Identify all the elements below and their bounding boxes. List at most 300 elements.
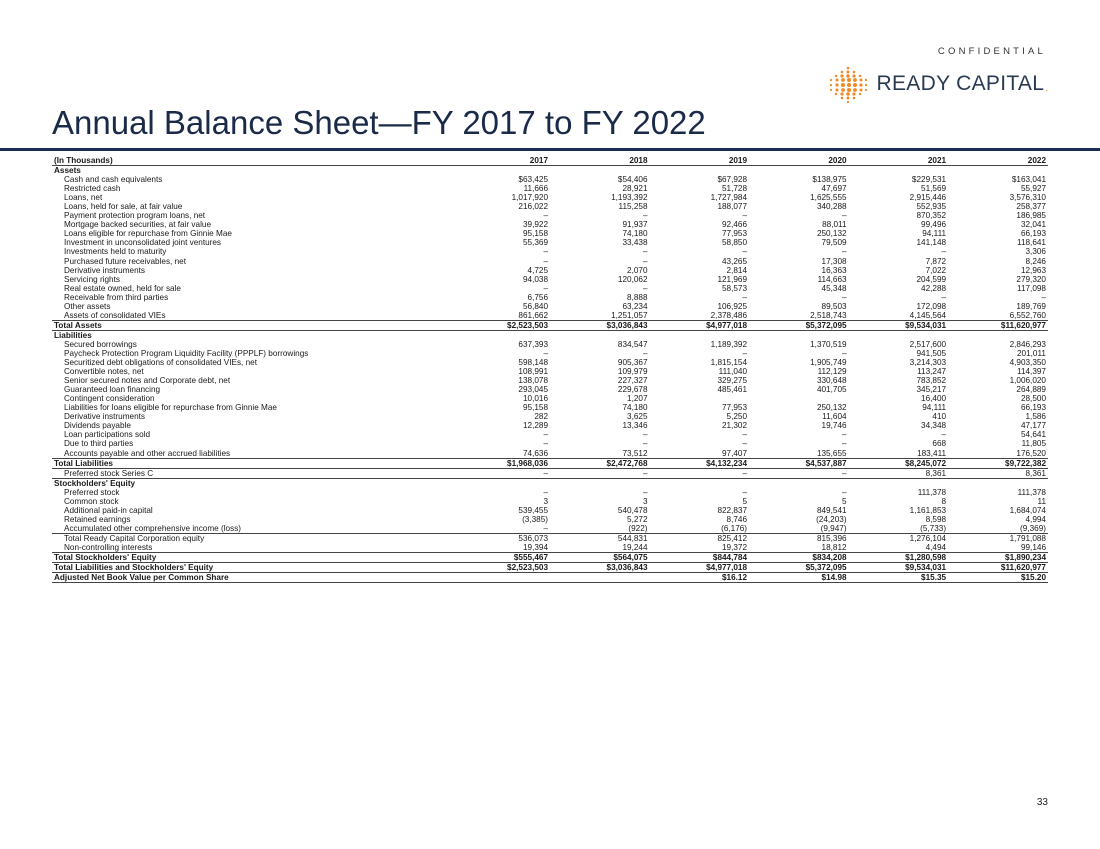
row-value: 8,746 [726,514,748,524]
row-value: – [543,468,549,478]
row-value: 3,306 [1025,247,1046,257]
row-value: – [642,439,648,449]
row-value: 1,161,853 [909,505,947,515]
row-value: 11,604 [822,412,847,422]
row-value: – [842,430,847,440]
table-row [52,175,1048,184]
row-value: 21,302 [722,421,748,431]
row-value: 401,705 [816,385,847,395]
year-header: 2021 [849,156,949,166]
row-value: 42,288 [921,283,947,293]
row-value: – [1041,292,1046,302]
table-row [52,340,1048,349]
row-value: 1,815,154 [710,358,748,368]
row-value: 1,193,392 [611,193,648,203]
row-label: Dividends payable [64,421,131,431]
row-value: 66,193 [1020,403,1046,413]
row-value: – [742,247,748,257]
row-value: – [742,430,748,440]
row-value: $844,784 [650,553,750,563]
table-row [52,302,1048,311]
row-value: 2,517,600 [909,339,947,349]
row-value: – [543,487,549,497]
section-header-row [52,330,1048,340]
row-value: $9,722,382 [948,458,1048,468]
row-value: 2,915,446 [909,193,947,203]
row-value: 8,246 [1025,256,1046,266]
row-value: 47,177 [1020,421,1046,431]
row-value: 4,494 [925,542,947,552]
row-value [849,478,949,488]
row-value [948,330,1048,340]
row-value: 2,518,743 [810,310,847,320]
balance-sheet-table [52,156,1048,583]
row-value: 1,586 [1025,412,1046,422]
row-value: $9,534,031 [849,563,949,573]
row-value: 108,991 [518,367,549,377]
row-value [550,166,650,176]
row-value: 5 [842,496,847,506]
row-label: Purchased future receivables, net [64,256,186,266]
table-body [52,166,1048,583]
row-value: 4,994 [1025,514,1046,524]
row-value: – [543,247,549,257]
row-value: 250,132 [816,229,847,239]
row-value: $15.35 [849,573,949,583]
table-row [52,293,1048,302]
row-value: – [941,292,947,302]
row-label: Assets [54,166,81,176]
row-value: 822,837 [717,505,748,515]
row-value: 32,041 [1020,220,1046,230]
row-value: – [742,292,748,302]
row-value: 4,725 [527,265,549,275]
row-value: 19,746 [821,421,847,431]
table-row [52,421,1048,430]
row-value: 5,250 [726,412,748,422]
row-value: – [842,348,847,358]
row-value: 539,455 [518,505,549,515]
row-value: 2,070 [627,265,648,275]
table-row [52,468,1048,478]
row-value: $67,928 [717,175,748,185]
row-value: – [742,348,748,358]
row-value: 55,927 [1020,184,1046,194]
row-value: 7,022 [925,265,947,275]
row-value: 1,625,555 [810,193,847,203]
row-value: $2,523,503 [451,320,551,330]
row-value: 79,509 [821,238,847,248]
row-label: Guaranteed loan financing [64,385,161,395]
logo-dot-grid-icon [827,65,869,103]
row-value: 849,541 [816,505,847,515]
row-value: 43,265 [722,256,748,266]
row-label: Preferred stock Series C [64,468,154,478]
table-header-row [52,156,1048,166]
row-value: 941,505 [916,348,947,358]
row-value: 5,272 [627,514,648,524]
row-value: 1,276,104 [849,533,949,543]
table-row [52,488,1048,497]
row-value: 120,062 [617,274,648,284]
row-value: 544,831 [550,533,650,543]
row-value: 114,663 [817,274,847,284]
table-row [52,311,1048,321]
row-value: 111,378 [917,487,947,497]
row-label: Retained earnings [64,514,131,524]
row-value: 47,697 [821,184,847,194]
row-label: Adjusted Net Book Value per Common Share [52,573,451,583]
row-label: Accumulated other comprehensive income (loss) [64,523,242,533]
row-value: – [742,439,748,449]
table-row [52,184,1048,193]
row-value: 113,247 [917,367,947,377]
row-value: 7,872 [925,256,947,266]
row-value: 94,111 [922,229,947,239]
row-value: 1,727,984 [710,193,748,203]
row-value [451,166,551,176]
table-row [52,284,1048,293]
row-value: 870,352 [916,211,947,221]
row-label: Due to third parties [64,439,134,449]
row-value: $1,890,234 [948,553,1048,563]
ready-capital-logo [827,65,1048,103]
row-value: – [842,439,847,449]
row-value: – [642,348,648,358]
table-row [52,238,1048,247]
table-row [52,275,1048,284]
row-value: 188,077 [717,202,748,212]
row-value: 5 [742,496,748,506]
row-value: (6,176) [721,523,748,533]
row-value: 34,348 [921,421,947,431]
row-value: 186,985 [1016,211,1046,221]
row-value: $3,036,843 [550,320,650,330]
row-value: – [842,247,847,257]
row-value [749,166,849,176]
row-value: – [642,256,648,266]
table-row [52,506,1048,515]
row-value: $15.20 [948,573,1048,583]
row-value: 8,888 [627,292,648,302]
row-value: (24,203) [816,514,847,524]
row-value: – [842,292,847,302]
row-label: Securitized debt obligations of consolidated VIEs, net [64,358,257,368]
row-value [650,394,750,403]
row-value: 73,512 [622,448,648,458]
row-label: Investment in unconsolidated joint ventures [64,238,222,248]
row-value: 97,407 [722,448,748,458]
row-value: 95,158 [522,229,549,239]
row-value: – [543,523,549,533]
row-value: 2,846,293 [1009,339,1046,349]
row-value: – [543,439,549,449]
row-value: 91,937 [622,220,648,230]
row-value: 293,045 [518,385,549,395]
section-header-row [52,478,1048,488]
row-value: 3 [642,496,648,506]
row-value: 815,396 [749,533,849,543]
row-label: Paycheck Protection Program Liquidity Facility (PPPLF) borrowings [64,348,309,358]
row-value: – [842,487,847,497]
row-value: $14.98 [749,573,849,583]
row-label: Payment protection program loans, net [64,211,206,221]
table-row [52,358,1048,367]
table-row [52,385,1048,394]
row-value: 112,129 [817,367,847,377]
row-value [749,394,849,403]
row-value: $8,245,072 [849,458,949,468]
row-value: 28,921 [622,184,648,194]
row-value: (9,369) [1020,523,1046,533]
row-value: – [642,487,648,497]
year-header: 2019 [650,156,750,166]
row-value: $834,208 [749,553,849,563]
total-row [52,458,1048,468]
row-value: 74,180 [622,403,648,413]
row-label: Accounts payable and other accrued liabilities [64,448,231,458]
row-value [451,330,551,340]
row-value: – [642,468,648,478]
row-label: Non-controlling interests [64,542,153,552]
row-value: 1,189,392 [710,339,748,349]
row-value: $5,372,095 [749,320,849,330]
row-value: 3,625 [627,412,648,422]
row-value: 16,363 [821,265,847,275]
year-header: 2020 [749,156,849,166]
row-value: 637,393 [518,339,549,349]
row-value: 115,258 [618,202,648,212]
row-value: – [642,211,648,221]
row-value: $3,036,843 [550,563,650,573]
row-value: 95,158 [522,403,549,413]
row-value: – [543,256,549,266]
row-value [749,330,849,340]
row-value: 141,148 [916,238,947,248]
row-value: 345,217 [916,385,947,395]
row-value: $4,132,234 [650,458,750,468]
row-value: 329,275 [717,376,748,386]
row-value: – [543,430,549,440]
row-value: 138,078 [518,376,549,386]
title-rule [0,148,1100,151]
row-label: Additional paid-in capital [64,505,153,515]
row-label: Investments held to maturity [64,247,167,257]
row-label: Loans, net [64,193,103,203]
row-value: – [842,211,847,221]
row-value: 229,678 [617,385,648,395]
row-value: 92,466 [722,220,748,230]
row-value: – [742,487,748,497]
row-value: (922) [628,523,648,533]
row-value: 1,017,920 [511,193,549,203]
row-value: 56,840 [522,301,549,311]
row-value [650,166,750,176]
row-value: 264,889 [1016,385,1046,395]
row-value: 834,547 [617,339,648,349]
row-value [948,478,1048,488]
row-value: 1,207 [627,394,648,404]
row-value: 117,098 [1017,283,1046,293]
row-value: 6,756 [527,292,549,302]
row-value: 19,244 [622,542,648,552]
row-value: 33,438 [622,238,648,248]
row-value: 54,641 [1020,430,1046,440]
row-value: – [642,430,648,440]
table-row [52,515,1048,524]
row-value: 28,500 [1020,394,1046,404]
row-value: 74,636 [522,448,549,458]
row-value: 330,648 [816,376,847,386]
table-row [52,367,1048,376]
row-value: 10,016 [522,394,549,404]
row-value: $4,977,018 [650,563,750,573]
row-value: 2,378,486 [710,310,748,320]
year-header: 2022 [948,156,1048,166]
row-value: 4,903,350 [1009,358,1046,368]
row-value: 55,369 [522,238,549,248]
row-value: 258,377 [1016,202,1046,212]
row-value: 216,022 [518,202,549,212]
table-row [52,257,1048,266]
row-value: 39,922 [522,220,549,230]
table-row [52,394,1048,403]
table-row [52,247,1048,256]
row-label: Senior secured notes and Corporate debt, net [64,376,231,386]
row-value: 1,370,519 [810,339,847,349]
row-value: 905,367 [617,358,648,368]
row-value: $163,041 [1011,175,1046,185]
row-value [451,573,551,583]
row-value: $11,620,977 [948,563,1048,573]
row-value: $4,537,887 [749,458,849,468]
row-value: 109,979 [617,367,648,377]
row-label: Loan participations sold [64,430,151,440]
row-value: 58,850 [722,238,748,248]
row-value: 8,361 [1025,468,1046,478]
row-label: Servicing rights [64,274,120,284]
row-label: Cash and cash equivalents [64,175,163,185]
row-value: – [543,348,549,358]
row-value: 176,520 [1016,448,1046,458]
total-row [52,553,1048,563]
row-label: Common stock [64,496,119,506]
row-value: 3 [543,496,549,506]
row-label: Total Ready Capital Corporation equity [52,533,451,543]
row-value: 88,011 [822,220,847,230]
row-value: 114,397 [1017,367,1046,377]
row-label: Convertible notes, net [64,367,144,377]
row-value: 77,953 [722,403,748,413]
table-row [52,412,1048,421]
row-value: 19,394 [522,542,549,552]
row-label: Preferred stock [64,487,120,497]
row-label: Liabilities [54,330,92,340]
row-value: (5,733) [920,523,947,533]
row-value [650,478,750,488]
row-label: Total Liabilities [52,458,451,468]
table-row [52,211,1048,220]
row-value: 4,145,564 [909,310,947,320]
table-row [52,193,1048,202]
row-value: 99,146 [1020,542,1046,552]
row-value: 172,098 [916,301,947,311]
row-value: – [642,283,648,293]
row-value [749,478,849,488]
table-row [52,439,1048,448]
row-value: $1,968,036 [451,458,551,468]
row-value: 74,180 [622,229,648,239]
row-value: 3,214,303 [909,358,947,368]
table-row [52,266,1048,275]
row-value: – [642,247,648,257]
row-value: 121,969 [717,274,748,284]
row-value: 99,496 [921,220,947,230]
logo-wordmark: READY CAPITAL [876,72,1045,95]
row-value: 861,662 [518,310,549,320]
table-row [52,430,1048,439]
row-value: $63,425 [518,175,549,185]
row-value: 8,361 [925,468,947,478]
row-value: 58,573 [722,283,748,293]
row-value: (3,385) [522,514,549,524]
row-value: 552,935 [916,202,947,212]
row-value: 94,038 [522,274,549,284]
row-value: 51,569 [921,184,947,194]
row-value: 3,576,310 [1009,193,1046,203]
table-row [52,220,1048,229]
row-value: 598,148 [518,358,549,368]
row-value: 45,348 [821,283,847,293]
row-value: 13,346 [622,421,648,431]
row-value: 1,684,074 [1009,505,1046,515]
row-value: 536,073 [451,533,551,543]
row-label: Derivative instruments [64,412,145,422]
row-value: – [842,468,847,478]
row-value: 8 [941,496,947,506]
row-value: 11 [1037,496,1046,506]
row-value: 18,812 [821,542,847,552]
confidential-label: CONFIDENTIAL [937,46,1046,57]
row-value: 66,193 [1020,229,1046,239]
row-value: 183,411 [917,448,947,458]
row-value: $564,075 [550,553,650,563]
row-value: $229,531 [911,175,947,185]
row-value: $54,406 [617,175,648,185]
row-value: 16,400 [921,394,947,404]
row-label: Total Stockholders' Equity [52,553,451,563]
row-label: Assets of consolidated VIEs [64,310,166,320]
row-value [550,573,650,583]
table-row [52,449,1048,459]
row-value: $2,523,503 [451,563,551,573]
row-value: $5,372,095 [749,563,849,573]
row-value: 1,251,057 [611,310,648,320]
total-row [52,563,1048,573]
row-value: 63,234 [622,301,648,311]
row-value: 135,655 [816,448,847,458]
page-number: 33 [1036,797,1048,808]
row-value: 825,412 [650,533,750,543]
table-row [52,202,1048,211]
row-value: $4,977,018 [650,320,750,330]
row-value: 227,327 [617,376,648,386]
row-value: 2,814 [726,265,748,275]
row-value: $2,472,768 [550,458,650,468]
row-value: – [941,430,947,440]
row-value: $555,467 [451,553,551,563]
row-value: – [543,211,549,221]
